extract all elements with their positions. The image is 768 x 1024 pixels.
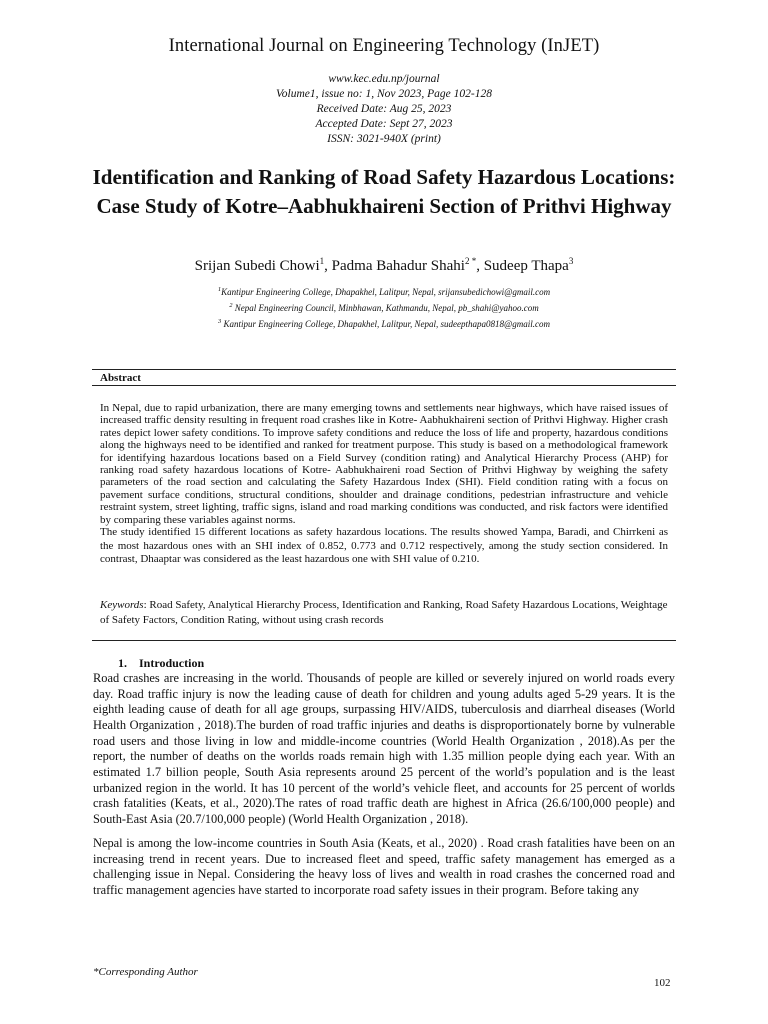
- section-title: Introduction: [139, 656, 205, 670]
- body-paragraph: Road crashes are increasing in the world. Thousands of people are killed or severely injured on world roads every day. Road traffic injury is now the leading cause of death for children and young adults aged 5-29 years. It is the eighth leading cause of death for all age groups, surpassing HIV/AIDS, tuberculosis and diarrheal diseases (World Health Organization , 2018).The burden of road traffic injuries and deaths is disproportionately borne by vulnerable road users and those living in low and middle-income countries (World Health Organization , 2018).As per the report, the number of deaths on the worlds roads remain high with 1.35 million people dying each year. With an estimated 1.7 billion people, South Asia represents around 25 percent of the world’s population and is the least urbanized region in the world. It has 10 percent of the world’s vehicle fleet, and accounts for 25 percent of worlds crash fatalities (Keats, et al., 2020).The rates of road traffic death are highest in Africa (26.6/100,000 people) and South-East Asia (20.7/100,000 people) (World Health Organization , 2018).: [93, 671, 675, 826]
- affiliations: [0, 283, 768, 331]
- affiliation: [0, 315, 768, 331]
- affiliation-marker: 3: [217, 318, 222, 325]
- intro-paragraph-2: [93, 836, 675, 899]
- abstract-header-rule: [92, 385, 676, 386]
- keywords-bottom-rule: [92, 640, 676, 641]
- journal-meta: [0, 72, 768, 147]
- abstract-results-paragraph: The study identified 15 different locations as safety hazardous locations. The results showed Yampa, Baradi, and Chirrkeni as the most hazardous ones with an SHI index of 0.852, 0.773 and 0.712 respectively, among the study section considered. In contrast, Dhaaptar was considered as the least hazardous one with SHI value of 0.210.: [100, 526, 668, 566]
- section-number: 1.: [118, 656, 127, 670]
- affiliation-text: Kantipur Engineering College, Dhapakhel, Lalitpur, Nepal, sudeepthapa0818@gmail.com: [221, 319, 550, 329]
- keywords-label: Keywords: [100, 599, 144, 611]
- abstract-body: [100, 402, 668, 567]
- author-separator: ,: [476, 258, 484, 274]
- abstract-heading: Abstract: [100, 372, 141, 384]
- volume-info: Volume1, issue no: 1, Nov 2023, Page 102-128: [276, 88, 492, 100]
- affiliation: [0, 299, 768, 315]
- received-date: Received Date: Aug 25, 2023: [316, 103, 452, 115]
- author-name: Sudeep Thapa: [483, 258, 569, 274]
- affiliation-text: Kantipur Engineering College, Dhapakhel, Lalitpur, Nepal, srijansubedichowi@gmail.com: [221, 287, 551, 297]
- page-number: 102: [654, 977, 671, 989]
- abstract-paragraph: In Nepal, due to rapid urbanization, there are many emerging towns and settlements near highways, which have raised issues of increased traffic density resulting in frequent road crashes like in Kotre- Aabhukhaireni section of Prithvi Highway. Higher crash rates depict lower safety conditions. To improve safety conditions and reduce the loss of life and property, hazardous conditions along the highways need to be identified and ranked for treatment purpose. This study is based on a methodological framework for identifying hazardous locations based on a Field Survey (condition rating) and Analytical Hierarchy Process (AHP) for ranking road safety hazardous locations of Kotre- Aabhukhaireni road Section of Prithvi Highway by weighing the safety parameters of the road section and calculating the Safety Hazardous Index (SHI). Field condition rating with a focus on pavement surface conditions, structural conditions, shoulder and drainage conditions, pedestrian infrastructure and vehicle restraint system, street lighting, traffic signs, island and road marking conditions was conducted, and risk factors were identified by comparing these variables against norms.: [100, 402, 668, 526]
- author-marker: 2 *: [464, 256, 477, 266]
- issn: ISSN: 3021-940X (print): [327, 133, 441, 145]
- keywords: [100, 598, 670, 627]
- corresponding-author-footnote: *Corresponding Author: [93, 966, 198, 978]
- author-separator: ,: [324, 258, 332, 274]
- affiliation-marker: 1: [217, 286, 222, 293]
- section-heading: [118, 656, 204, 671]
- author-marker: 3: [568, 256, 574, 266]
- accepted-date: Accepted Date: Sept 27, 2023: [315, 118, 453, 130]
- paper-title: Identification and Ranking of Road Safety Hazardous Locations: Case Study of Kotre–Aabhukhaireni Section of Prithvi Highway: [92, 165, 676, 218]
- journal-url[interactable]: www.kec.edu.np/journal: [328, 73, 440, 85]
- author-name: Padma Bahadur Shahi: [331, 258, 465, 274]
- keywords-text: : Road Safety, Analytical Hierarchy Process, Identification and Ranking, Road Safety Hazardous Locations, Weightage of Safety Factors, Condition Rating, without using crash records: [100, 599, 668, 626]
- author-marker: 1: [319, 256, 325, 266]
- intro-paragraph-1: [93, 671, 675, 828]
- journal-title: International Journal on Engineering Technology (InJET): [168, 36, 600, 56]
- affiliation: [0, 283, 768, 299]
- abstract-top-rule: [92, 369, 676, 370]
- affiliation-text: Nepal Engineering Council, Minbhawan, Kathmandu, Nepal, pb_shahi@yahoo.com: [232, 303, 539, 313]
- affiliation-marker: 2: [229, 302, 233, 309]
- author-list: [0, 256, 768, 275]
- author-name: Srijan Subedi Chowi: [194, 258, 320, 274]
- body-paragraph: Nepal is among the low-income countries in South Asia (Keats, et al., 2020) . Road crash fatalities have been on an increasing trend in recent years. Due to increased fleet and speed, traffic safety management has emerged as a challenging issue in Nepal. Considering the heavy loss of lives and wealth in road crashes the concerned road and traffic management agencies have started to incorporate road safety issues in their program. Before taking any: [93, 836, 675, 897]
